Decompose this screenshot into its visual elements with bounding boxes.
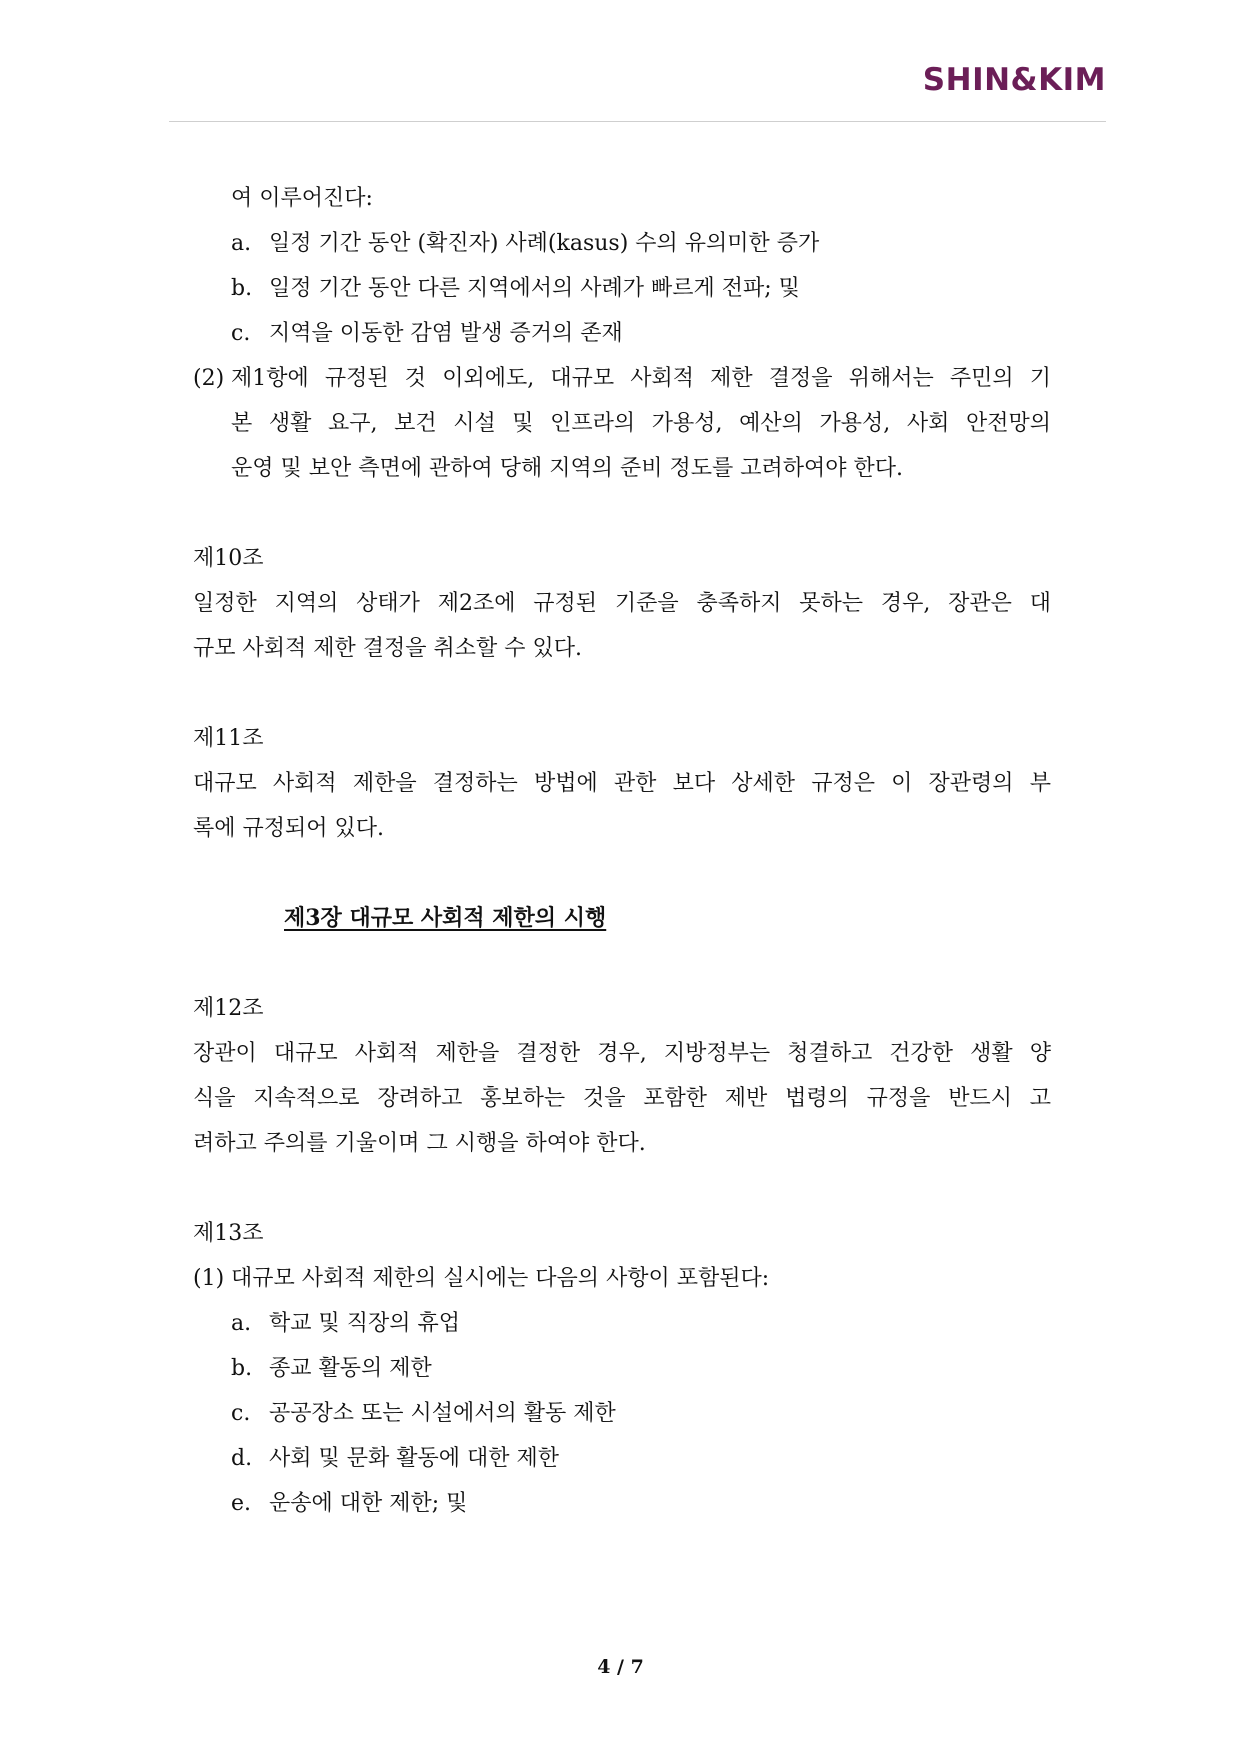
text-line: 대규모 사회적 제한을 결정하는 방법에 관한 보다 상세한 규정은 이 장관령의 부 (193, 771, 1051, 796)
list-item-text: 사회 및 문화 활동에 대한 제한 (269, 1446, 559, 1471)
document-body (193, 176, 1051, 1526)
list-item (193, 311, 1051, 356)
text-line: 대규모 사회적 제한의 실시에는 다음의 사항이 포함된다: (231, 1266, 770, 1291)
text-line: 규모 사회적 제한 결정을 취소할 수 있다. (193, 636, 582, 661)
text-line: 장관이 대규모 사회적 제한을 결정한 경우, 지방정부는 청결하고 건강한 생활 양 (193, 1041, 1051, 1066)
list-marker: b. (231, 276, 253, 301)
article-heading-11: 제11조 (193, 726, 264, 751)
list-item-text: 공공장소 또는 시설에서의 활동 제한 (269, 1401, 616, 1426)
list-item (193, 1436, 1051, 1481)
text-line: 려하고 주의를 기울이며 그 시행을 하여야 한다. (193, 1131, 646, 1156)
text-line: 운영 및 보안 측면에 관하여 당해 지역의 준비 정도를 고려하여야 한다. (231, 456, 903, 481)
text-line: 본 생활 요구, 보건 시설 및 인프라의 가용성, 예산의 가용성, 사회 안전망의 (231, 411, 1051, 436)
text-line: 식을 지속적으로 장려하고 홍보하는 것을 포함한 제반 법령의 규정을 반드시 고 (193, 1086, 1051, 1111)
chapter-heading (193, 896, 1051, 941)
article-heading-13: 제13조 (193, 1221, 264, 1246)
list-item-text: 운송에 대한 제한; 및 (269, 1491, 468, 1516)
header-divider (169, 121, 1106, 122)
list-item-text: 일정 기간 동안 (확진자) 사례(kasus) 수의 유의미한 증가 (269, 231, 820, 256)
list-item-text: 종교 활동의 제한 (269, 1356, 432, 1381)
paragraph-number: (1) (193, 1266, 225, 1291)
list-item (193, 221, 1051, 266)
article-heading-10: 제10조 (193, 546, 264, 571)
list-item (193, 1481, 1051, 1526)
list-marker: c. (231, 1401, 251, 1426)
list-marker: a. (231, 231, 252, 256)
text-line: 록에 규정되어 있다. (193, 816, 384, 841)
text-line: 제1항에 규정된 것 이외에도, 대규모 사회적 제한 결정을 위해서는 주민의 기 (231, 366, 1051, 391)
list-marker: d. (231, 1446, 253, 1471)
text-line: 여 이루어진다: (231, 186, 373, 211)
chapter-title: 제3장 대규모 사회적 제한의 시행 (284, 905, 607, 931)
page-number: 4 / 7 (597, 1656, 644, 1678)
list-item (193, 266, 1051, 311)
shin-kim-logo: SHIN&KIM (922, 62, 1106, 98)
list-item (193, 1301, 1051, 1346)
list-item (193, 1391, 1051, 1436)
article-heading-12: 제12조 (193, 996, 264, 1021)
list-item-text: 일정 기간 동안 다른 지역에서의 사례가 빠르게 전파; 및 (269, 276, 800, 301)
paragraph-2 (193, 356, 1051, 401)
list-item-text: 지역을 이동한 감염 발생 증거의 존재 (269, 321, 623, 346)
list-marker: e. (231, 1491, 252, 1516)
text-line: 일정한 지역의 상태가 제2조에 규정된 기준을 충족하지 못하는 경우, 장관은 대 (193, 591, 1051, 616)
list-item (193, 1346, 1051, 1391)
list-marker: c. (231, 321, 251, 346)
list-item-text: 학교 및 직장의 휴업 (269, 1311, 460, 1336)
list-marker: a. (231, 1311, 252, 1336)
paragraph-number: (2) (193, 366, 225, 391)
paragraph-1 (193, 1256, 1051, 1301)
list-marker: b. (231, 1356, 253, 1381)
